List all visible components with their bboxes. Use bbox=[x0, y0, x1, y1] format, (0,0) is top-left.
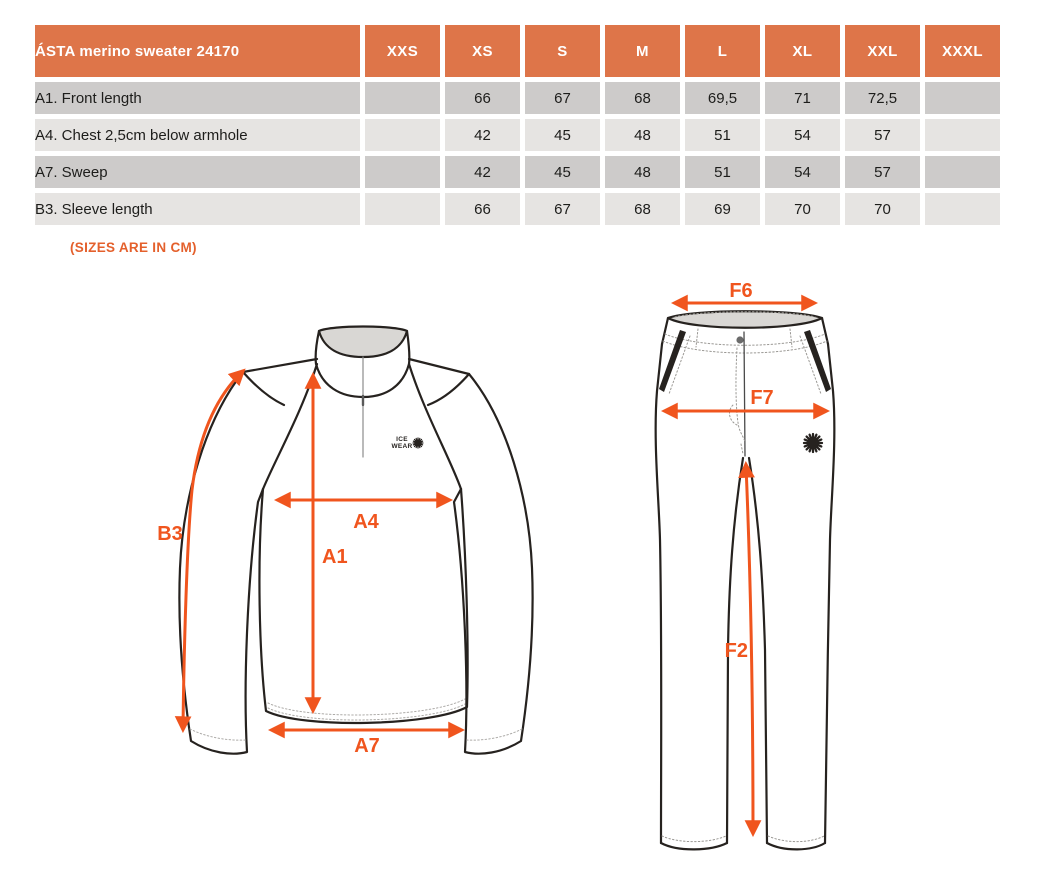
measure-value: 69,5 bbox=[685, 82, 760, 114]
pants-button bbox=[736, 336, 743, 343]
size-header: S bbox=[525, 25, 600, 77]
label-b3: B3 bbox=[157, 523, 183, 545]
label-a1: A1 bbox=[322, 546, 348, 568]
label-a4: A4 bbox=[353, 511, 379, 533]
measure-value: 72,5 bbox=[845, 82, 920, 114]
measure-value: 42 bbox=[445, 119, 520, 151]
snowflake-icon bbox=[804, 434, 822, 452]
measure-value: 68 bbox=[605, 193, 680, 225]
units-note: (SIZES ARE IN CM) bbox=[70, 240, 197, 255]
measure-value: 54 bbox=[765, 119, 840, 151]
svg-text:WEAR: WEAR bbox=[391, 443, 413, 450]
pants-arrows bbox=[666, 303, 825, 832]
measure-value: 70 bbox=[765, 193, 840, 225]
measure-label: A4. Chest 2,5cm below armhole bbox=[35, 119, 360, 151]
measure-value: 66 bbox=[445, 82, 520, 114]
measure-value: 57 bbox=[845, 119, 920, 151]
measure-value: 70 bbox=[845, 193, 920, 225]
sweater-left-sleeve bbox=[179, 372, 263, 754]
measure-value: 48 bbox=[605, 119, 680, 151]
size-header: XXS bbox=[365, 25, 440, 77]
measure-value: 69 bbox=[685, 193, 760, 225]
sweater-collar-opening bbox=[319, 327, 407, 358]
measure-label: A7. Sweep bbox=[35, 156, 360, 188]
icewear-logo bbox=[391, 436, 422, 450]
label-f2: F2 bbox=[724, 640, 748, 662]
label-f7: F7 bbox=[750, 387, 774, 409]
measure-label: A1. Front length bbox=[35, 82, 360, 114]
pants-illustration bbox=[656, 311, 835, 849]
size-header: XS bbox=[445, 25, 520, 77]
measure-value: 67 bbox=[525, 193, 600, 225]
measure-value: 42 bbox=[445, 156, 520, 188]
measure-value: 57 bbox=[845, 156, 920, 188]
pants-waist-opening bbox=[668, 311, 822, 328]
measure-value: 66 bbox=[445, 193, 520, 225]
measure-value: 68 bbox=[605, 82, 680, 114]
measure-value: 54 bbox=[765, 156, 840, 188]
size-header: XXXL bbox=[925, 25, 1000, 77]
measure-value: 71 bbox=[765, 82, 840, 114]
measure-value: 48 bbox=[605, 156, 680, 188]
product-title: ÁSTA merino sweater 24170 bbox=[35, 25, 360, 77]
measure-value: 45 bbox=[525, 119, 600, 151]
snowflake-icon bbox=[413, 438, 423, 448]
measure-label: B3. Sleeve length bbox=[35, 193, 360, 225]
size-header: XL bbox=[765, 25, 840, 77]
size-header: XXL bbox=[845, 25, 920, 77]
sweater-illustration bbox=[179, 327, 532, 754]
label-f6: F6 bbox=[729, 280, 753, 302]
size-header: M bbox=[605, 25, 680, 77]
measure-value: 45 bbox=[525, 156, 600, 188]
measure-value: 51 bbox=[685, 156, 760, 188]
label-a7: A7 bbox=[354, 735, 380, 757]
measure-value: 51 bbox=[685, 119, 760, 151]
measure-value: 67 bbox=[525, 82, 600, 114]
svg-text:ICE: ICE bbox=[396, 436, 408, 443]
size-header: L bbox=[685, 25, 760, 77]
